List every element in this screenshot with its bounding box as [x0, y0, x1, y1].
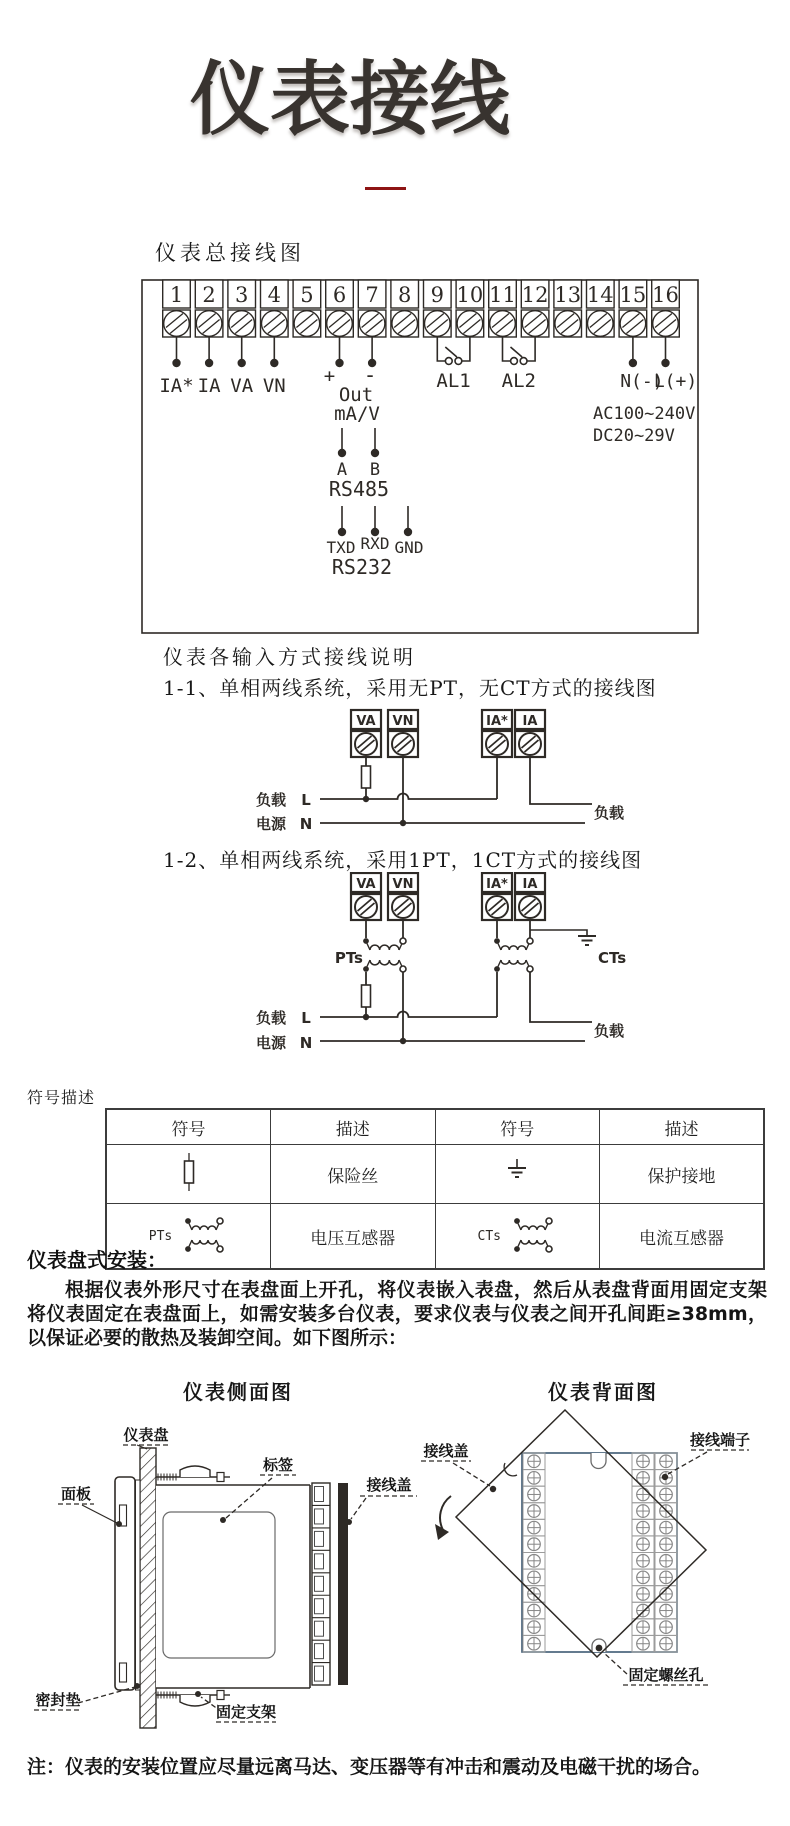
terminal-label: IA	[522, 877, 538, 892]
screw-terminal-icon	[294, 311, 320, 337]
description-cell: 电压互感器	[271, 1204, 436, 1270]
alarm-label: AL1	[436, 370, 471, 392]
diagram-label: 负载	[255, 791, 287, 809]
terminal-label: IA	[522, 714, 538, 729]
diagram-1-1-title: 1-1、单相两线系统，采用无PT，无CT方式的接线图	[163, 676, 657, 700]
diagram-label: N	[299, 815, 313, 833]
diagram-label: RXD	[360, 534, 390, 553]
input-terminal-label: IA*	[159, 375, 194, 397]
screw-terminal-icon	[196, 311, 222, 337]
terminal-label: IA*	[486, 877, 508, 892]
terminal-label: VA	[356, 714, 376, 729]
screw-terminal-icon	[355, 733, 377, 755]
diagram-label: +	[323, 365, 336, 387]
terminal-label: VA	[356, 877, 376, 892]
input-modes-heading: 仪表各输入方式接线说明	[163, 645, 416, 669]
terminal-number: 11	[489, 283, 516, 307]
seal-gasket-label: 密封垫	[35, 1691, 81, 1709]
diagram-label: -	[363, 363, 377, 387]
ct-label: CTs	[598, 949, 627, 967]
terminal-number: 7	[365, 283, 379, 307]
diagram-label: A	[336, 460, 348, 480]
mounting-panel	[140, 1448, 156, 1728]
terminal-number: 6	[332, 283, 347, 307]
input-terminal-label: VA	[230, 375, 254, 397]
screw-terminal-icon	[519, 733, 541, 755]
terminal-number: 10	[456, 283, 484, 307]
page-title: 仪表接线	[190, 53, 510, 146]
fuse-symbol-icon	[176, 1152, 202, 1192]
alarm-label: AL2	[501, 370, 536, 392]
back-view-title: 仪表背面图	[548, 1380, 658, 1404]
description-cell: 保险丝	[271, 1145, 436, 1204]
diagram-1-2	[160, 872, 680, 1057]
pt-symbol-icon	[176, 1214, 228, 1258]
screw-terminal-icon	[327, 311, 353, 337]
description-header: 描述	[600, 1109, 765, 1145]
screw-terminal-icon	[392, 733, 414, 755]
analog-out-range: mA/V	[334, 403, 380, 425]
analog-out-label: Out	[338, 384, 374, 406]
seal-gasket	[136, 1480, 141, 1690]
terminal-number: 5	[300, 283, 314, 307]
pt-label: PTs	[148, 1228, 173, 1244]
fixing-screw-hole-label: 固定螺丝孔	[628, 1666, 704, 1684]
pt-label: PTs	[334, 949, 363, 967]
back-view-diagram	[355, 1408, 790, 1700]
terminal-number: 15	[619, 283, 647, 307]
diagram-1-1-svg	[160, 700, 630, 840]
main-wiring-diagram	[130, 235, 710, 640]
main-diagram-heading: 仪表总接线图	[155, 241, 305, 265]
diagram-label: B	[369, 460, 381, 480]
terminal-cover-bar	[338, 1483, 348, 1685]
screw-terminal-icon	[522, 311, 548, 337]
power-dc-range: DC20~29V	[593, 426, 675, 446]
symbol-cell	[106, 1145, 271, 1204]
diagram-1-2-title: 1-2、单相两线系统，采用1PT，1CT方式的接线图	[163, 848, 643, 872]
screw-terminal-icon	[620, 311, 646, 337]
symbol-header: 符号	[435, 1109, 600, 1145]
symbol-header: 符号	[106, 1109, 271, 1145]
input-terminal-label: VN	[262, 375, 286, 397]
diagram-1-2-svg	[160, 872, 680, 1057]
input-terminal-label: IA	[197, 375, 221, 397]
terminal-label: VN	[392, 877, 414, 892]
terminal-number: 14	[586, 283, 614, 307]
screw-terminal-icon	[490, 311, 516, 337]
ground-symbol-icon	[502, 1157, 532, 1187]
back-view-svg	[355, 1408, 790, 1700]
title-underline-rule	[365, 187, 406, 190]
screw-terminal-icon	[555, 311, 581, 337]
screw-terminal-icon	[425, 311, 451, 337]
front-panel-label: 面板	[60, 1485, 92, 1503]
terminal-number: 1	[169, 283, 184, 307]
panel-board-label: 仪表盘	[123, 1426, 169, 1444]
screw-terminal-icon	[486, 896, 508, 918]
screw-terminal-icon	[164, 311, 190, 337]
table-row	[106, 1204, 764, 1270]
screw-terminal-icon	[392, 311, 418, 337]
diagram-label: L	[301, 791, 311, 809]
power-neutral-label: N(-)	[620, 371, 664, 392]
terminal-number: 9	[430, 283, 444, 307]
bracket-clamp	[180, 1466, 210, 1477]
power-ac-range: AC100~240V	[593, 404, 696, 424]
power-live-label: L(+)	[653, 371, 698, 392]
terminal-number: 13	[554, 283, 582, 307]
table-row	[106, 1145, 764, 1204]
ct-label: CTs	[477, 1228, 501, 1244]
screw-terminal-icon	[229, 311, 255, 337]
terminal-number: 16	[652, 283, 679, 307]
diagram-label: L	[301, 1009, 311, 1027]
terminal-cover-label: 接线盖	[423, 1442, 469, 1460]
description-cell: 电流互感器	[600, 1204, 765, 1270]
screw-terminal-icon	[359, 311, 385, 337]
panel-install-paragraph: 根据仪表外形尺寸在表盘面上开孔，将仪表嵌入表盘，然后从表盘背面用固定支架将仪表固定在表盘面上，如需安装多台仪表，要求仪表与仪表之间开孔间距≥38mm，以保证必要的散热及装卸空间。如下图所示：	[27, 1279, 767, 1349]
screw-terminal-icon	[653, 311, 679, 337]
terminal-number: 4	[267, 283, 281, 307]
diagram-label: 负载	[593, 804, 625, 822]
diagram-label: GND	[394, 538, 424, 557]
symbol-table-heading: 符号描述	[27, 1088, 96, 1107]
rs232-label: RS232	[331, 555, 393, 579]
screw-terminal-icon	[355, 896, 377, 918]
diagram-label: TXD	[326, 538, 356, 557]
panel-install-heading: 仪表盘式安装：	[27, 1248, 167, 1272]
terminal-label: VN	[392, 714, 414, 729]
diagram-label: 电源	[255, 1034, 287, 1052]
screw-terminal-icon	[392, 896, 414, 918]
bottom-note: 注：仪表的安装位置应尽量远离马达、变压器等有冲击和震动及电磁干扰的场合。	[27, 1756, 712, 1778]
terminal-number: 12	[521, 283, 549, 307]
terminal-number: 8	[398, 283, 412, 307]
description-header: 描述	[271, 1109, 436, 1145]
main-wiring-diagram-svg	[130, 235, 710, 640]
side-view-title: 仪表侧面图	[183, 1380, 293, 1404]
symbol-cell	[435, 1145, 600, 1204]
terminal-number: 3	[235, 283, 249, 307]
tag-label: 标签	[262, 1456, 294, 1474]
diagram-label: 电源	[255, 815, 287, 833]
symbol-table	[105, 1108, 765, 1270]
fixing-bracket-label: 固定支架	[215, 1703, 277, 1721]
label-area	[163, 1512, 275, 1658]
terminal-cover-label: 接线盖	[366, 1476, 412, 1494]
terminal-block-label: 接线端子	[689, 1431, 751, 1449]
screw-terminal-icon	[519, 896, 541, 918]
symbol-cell	[435, 1204, 600, 1270]
description-cell: 保护接地	[600, 1145, 765, 1204]
screw-terminal-icon	[588, 311, 614, 337]
ct-symbol-icon	[505, 1214, 557, 1258]
screw-terminal-icon	[486, 733, 508, 755]
diagram-1-1	[160, 700, 630, 840]
screw-terminal-icon	[262, 311, 288, 337]
rs485-label: RS485	[328, 477, 390, 501]
diagram-label: 负载	[593, 1022, 625, 1040]
rotate-arrow-icon	[440, 1496, 451, 1530]
diagram-label: 负载	[255, 1009, 287, 1027]
symbol-table-header-row	[106, 1109, 764, 1145]
screw-terminal-icon	[457, 311, 483, 337]
diagram-label: N	[299, 1034, 313, 1052]
terminal-number: 2	[202, 283, 216, 307]
terminal-label: IA*	[486, 714, 508, 729]
